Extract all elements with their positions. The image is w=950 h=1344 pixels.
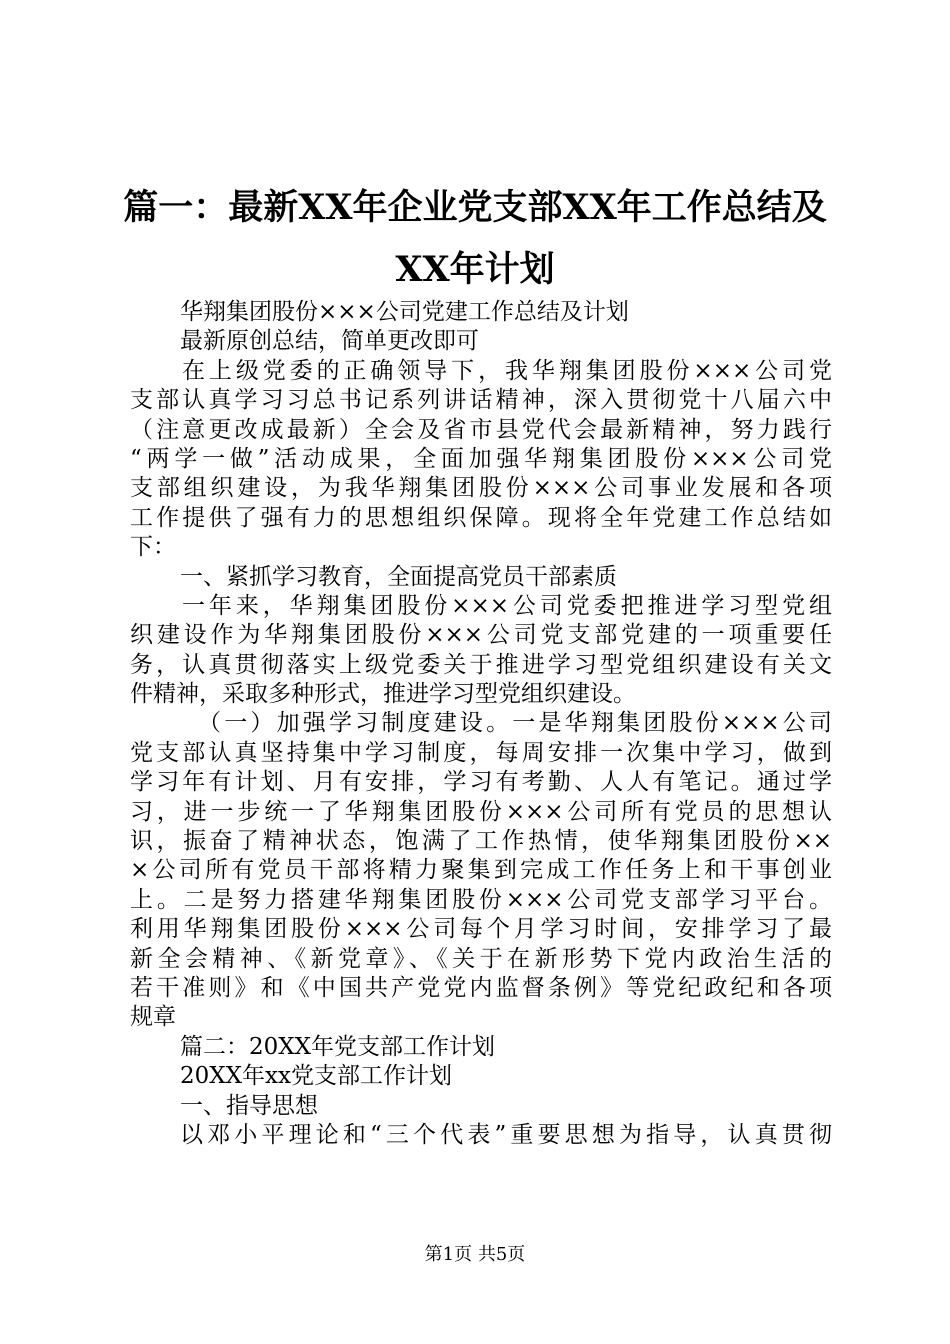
paragraph-line: 支部认真学习习总书记系列讲话精神，深入贯彻党十八届六中 <box>130 387 832 414</box>
paragraph-line: “两学一做”活动成果，全面加强华翔集团股份×××公司党 <box>130 445 832 472</box>
paragraph-line: 利用华翔集团股份×××公司每个月学习时间，安排学习了最 <box>130 916 832 943</box>
document-body <box>130 298 832 1150</box>
paragraph-line: 支部组织建设，为我华翔集团股份×××公司事业发展和各项 <box>130 475 832 502</box>
section-heading: 一、紧抓学习教育，全面提高党员干部素质 <box>180 563 617 590</box>
paragraph-line: 下： <box>130 534 176 561</box>
paragraph-line: 务，认真贯彻落实上级党委关于推进学习型党组织建设有关文 <box>130 651 832 678</box>
paragraph-line: 规章 <box>130 1004 176 1031</box>
paragraph-line: 新全会精神、《新党章》、《关于在新形势下党内政治生活的 <box>130 945 832 972</box>
section-heading: 20XX年xx党支部工作计划 <box>180 1063 452 1090</box>
document-title-line-2: XX年计划 <box>395 249 555 290</box>
note-line: 最新原创总结，简单更改即可 <box>180 328 479 355</box>
paragraph-line: 工作提供了强有力的思想组织保障。现将全年党建工作总结如 <box>130 504 832 531</box>
page-number: 第1页 共5页 <box>424 1244 526 1265</box>
paragraph-line: 上。二是努力搭建华翔集团股份×××公司党支部学习平台。 <box>130 886 832 913</box>
subtitle-line: 华翔集团股份×××公司党建工作总结及计划 <box>180 299 629 325</box>
paragraph-line: （一）加强学习制度建设。一是华翔集团股份×××公司 <box>198 710 832 737</box>
document-title-line-1: 篇一：最新XX年企业党支部XX年工作总结及 <box>123 187 827 228</box>
paragraph-line: 学习年有计划、月有安排，学习有考勤、人人有笔记。通过学 <box>130 769 832 796</box>
paragraph-line: 件精神，采取多种形式，推进学习型党组织建设。 <box>130 681 636 708</box>
paragraph-line: 识，振奋了精神状态，饱满了工作热情，使华翔集团股份×× <box>130 828 832 855</box>
paragraph-line: ×公司所有党员干部将精力聚集到完成工作任务上和干事创业 <box>130 857 832 884</box>
paragraph-line: 习，进一步统一了华翔集团股份×××公司所有党员的思想认 <box>130 798 832 825</box>
paragraph-line: 织建设作为华翔集团股份×××公司党支部党建的一项重要任 <box>130 622 832 649</box>
paragraph-line: 以邓小平理论和“三个代表”重要思想为指导，认真贯彻 <box>180 1121 832 1148</box>
section-heading: 篇二：20XX年党支部工作计划 <box>180 1033 496 1060</box>
paragraph-line: 一年来，华翔集团股份×××公司党委把推进学习型党组 <box>182 592 832 619</box>
paragraph-line: 若干准则》和《中国共产党党内监督条例》等党纪政纪和各项 <box>130 974 832 1001</box>
paragraph-line: 在上级党委的正确领导下，我华翔集团股份×××公司党 <box>182 357 832 384</box>
section-heading: 一、指导思想 <box>180 1092 318 1119</box>
paragraph-line: （注意更改成最新）全会及省市县党代会最新精神，努力践行 <box>130 416 832 443</box>
paragraph-line: 党支部认真坚持集中学习制度，每周安排一次集中学习，做到 <box>130 739 832 766</box>
